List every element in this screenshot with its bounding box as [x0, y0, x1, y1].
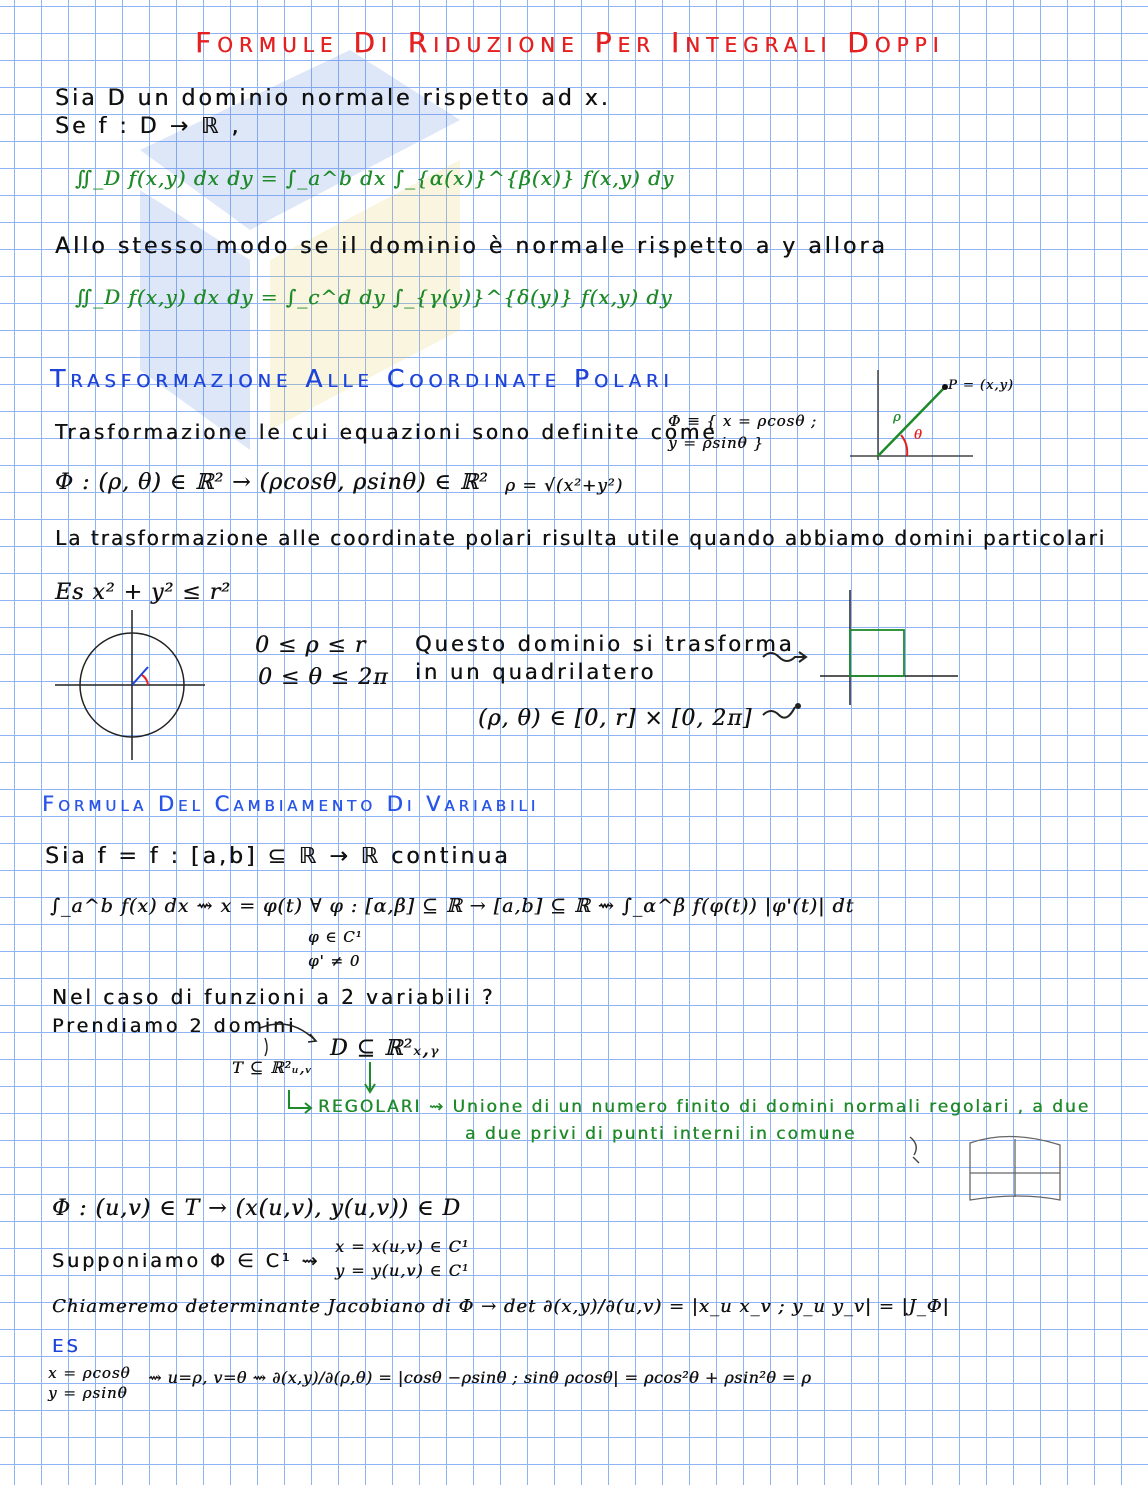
change-formula: ∫_a^b f(x) dx ⇝ x = φ(t) ∀ φ : [α,β] ⊆ ℝ → [a,b] ⊆ ℝ ⇝ ∫_α^β f(φ(t)) |φ'(t)| dt — [50, 895, 855, 917]
change-line-3: Prendiamo 2 domini — [52, 1015, 297, 1037]
transform-desc-1: Questo dominio si trasforma — [415, 632, 795, 656]
reduction-line-1: Sia D un dominio normale rispetto ad x. — [55, 86, 611, 111]
suppose-system-2: y = y(u,v) ∈ C¹ — [335, 1261, 470, 1280]
polar-system: Φ ≡ { x = ρcosθ ; y = ρsinθ } — [668, 412, 818, 452]
polar-example: Es x² + y² ≤ r² — [55, 580, 231, 605]
regular-definition-2: a due privi di punti interni in comune — [465, 1124, 857, 1144]
polar-line-2: La trasformazione alle coordinate polari risulta utile quando abbiamo domini particolari — [55, 526, 1107, 550]
polar-rho: ρ = √(x²+y²) — [505, 476, 624, 496]
phi-map: Φ : (u,v) ∈ T → (x(u,v), y(u,v)) ∈ D — [52, 1196, 461, 1221]
example-jacobian: ⇝ u=ρ, v=θ ⇝ ∂(x,y)/∂(ρ,θ) = |cosθ −ρsinθ ; sinθ ρcosθ| = ρcos²θ + ρsin²θ = ρ — [148, 1368, 812, 1387]
polar-heading: Trasformazione Alle Coordinate Polari — [50, 364, 674, 393]
condition-theta: 0 ≤ θ ≤ 2π — [258, 665, 389, 690]
polar-point-label: P = (x,y) — [948, 378, 1014, 393]
formula-normal-x: ∬_D f(x,y) dx dy = ∫_a^b dx ∫_{α(x)}^{β(x)} f(x,y) dy — [75, 166, 675, 190]
polar-rho-label: ρ — [893, 410, 902, 425]
regular-definition: REGOLARI ⇝ Unione di un numero finito di domini normali regolari , a due — [318, 1097, 1091, 1117]
squiggle-arrow-icon — [760, 645, 810, 725]
polar-map: Φ : (ρ, θ) ∈ ℝ² → (ρcosθ, ρsinθ) ∈ ℝ² — [55, 470, 489, 495]
condition-rho: 0 ≤ ρ ≤ r — [255, 633, 367, 658]
rectangle-domain: (ρ, θ) ∈ [0, r] × [0, 2π] — [478, 706, 753, 731]
polar-line-1: Trasformazione le cui equazioni sono definite come — [55, 420, 718, 444]
polar-theta-label: θ — [914, 428, 923, 443]
change-line-2: Nel caso di funzioni a 2 variabili ? — [52, 985, 496, 1009]
formula-normal-y: ∬_D f(x,y) dx dy = ∫_c^d dy ∫_{γ(y)}^{δ(y)} f(x,y) dy — [75, 285, 673, 309]
jacobian-definition: Chiameremo determinante Jacobiano di Φ → det ∂(x,y)/∂(u,v) = |x_u x_v ; y_u y_v| = |J_Φ| — [52, 1296, 950, 1317]
hook-arrow-icon — [285, 1088, 315, 1118]
reduction-line-2: Se f : D → ℝ , — [55, 114, 242, 139]
circle-domain-figure — [50, 605, 210, 765]
reduction-line-3: Allo stesso modo se il dominio è normale rispetto a y allora — [55, 234, 888, 259]
example-label: ES — [52, 1336, 81, 1357]
regular-domains-sketch — [905, 1125, 1075, 1210]
change-heading: Formula Del Cambiamento Di Variabili — [42, 792, 540, 816]
suppose-system-1: x = x(u,v) ∈ C¹ — [335, 1237, 470, 1256]
transform-desc-2: in un quadrilatero — [415, 660, 657, 684]
quadrilateral-figure — [818, 588, 963, 708]
page-title: Formule Di Riduzione Per Integrali Doppi — [195, 26, 945, 59]
domain-D: D ⊆ ℝ²ₓ,ᵧ — [330, 1036, 440, 1061]
change-cond-2: φ' ≠ 0 — [308, 952, 361, 970]
domain-T: T ⊆ ℝ²ᵤ,ᵥ — [232, 1058, 313, 1077]
change-line-1: Sia f = f : [a,b] ⊆ ℝ → ℝ continua — [45, 844, 511, 869]
example-system-2: y = ρsinθ — [48, 1384, 128, 1402]
suppose-line: Supponiamo Φ ∈ C¹ ⇝ — [52, 1250, 321, 1272]
example-system-1: x = ρcosθ — [48, 1364, 131, 1382]
change-cond-1: φ ∈ C¹ — [308, 928, 363, 946]
